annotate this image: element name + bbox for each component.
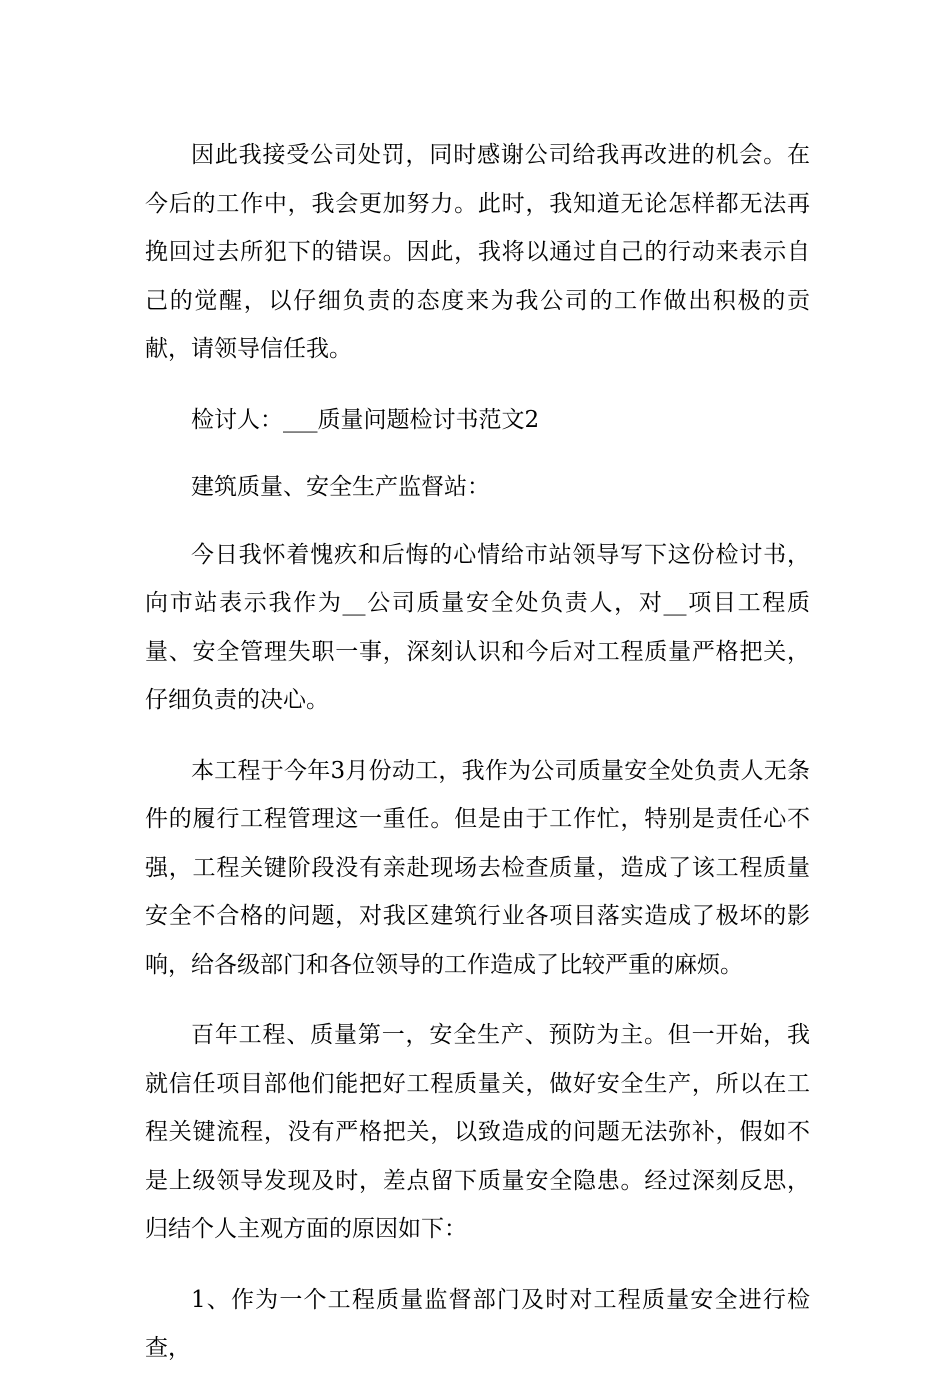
paragraph-signature-title: 检讨人：___质量问题检讨书范文2 [191, 406, 540, 433]
document-body [145, 131, 810, 1395]
paragraph-reason-1: 1、作为一个工程质量监督部门及时对工程质量安全进行检查， [145, 1286, 810, 1361]
paragraph-acceptance: 因此我接受公司处罚，同时感谢公司给我再改进的机会。在今后的工作中，我会更加努力。此时，我知道无论怎样都无法再挽回过去所犯下的错误。因此，我将以通过自己的行动来表示自己的觉醒，以仔细负责的态度来为我公司的工作做出积极的贡献，请领导信任我。 [145, 142, 810, 362]
paragraph-reflection: 百年工程、质量第一，安全生产、预防为主。但一开始，我就信任项目部他们能把好工程质量关，做好安全生产，所以在工程关键流程，没有严格把关，以致造成的问题无法弥补，假如不是上级领导发现及时，差点留下质量安全隐患。经过深刻反思，归结个人主观方面的原因如下： [145, 1022, 810, 1242]
paragraph-addressee: 建筑质量、安全生产监督站： [191, 474, 490, 500]
paragraph-project: 本工程于今年3月份动工，我作为公司质量安全处负责人无条件的履行工程管理这一重任。但是由于工作忙，特别是责任心不强，工程关键阶段没有亲赴现场去检查质量，造成了该工程质量安全不合格的问题，对我区建筑行业各项目落实造成了极坏的影响，给各级部门和各位领导的工作造成了比较严重的麻烦。 [145, 757, 810, 978]
paragraph-intro: 今日我怀着愧疚和后悔的心情给市站领导写下这份检讨书，向市站表示我作为__公司质量安全处负责人，对__项目工程质量、安全管理失职一事，深刻认识和今后对工程质量严格把关，仔细负责的决心。 [145, 541, 810, 713]
